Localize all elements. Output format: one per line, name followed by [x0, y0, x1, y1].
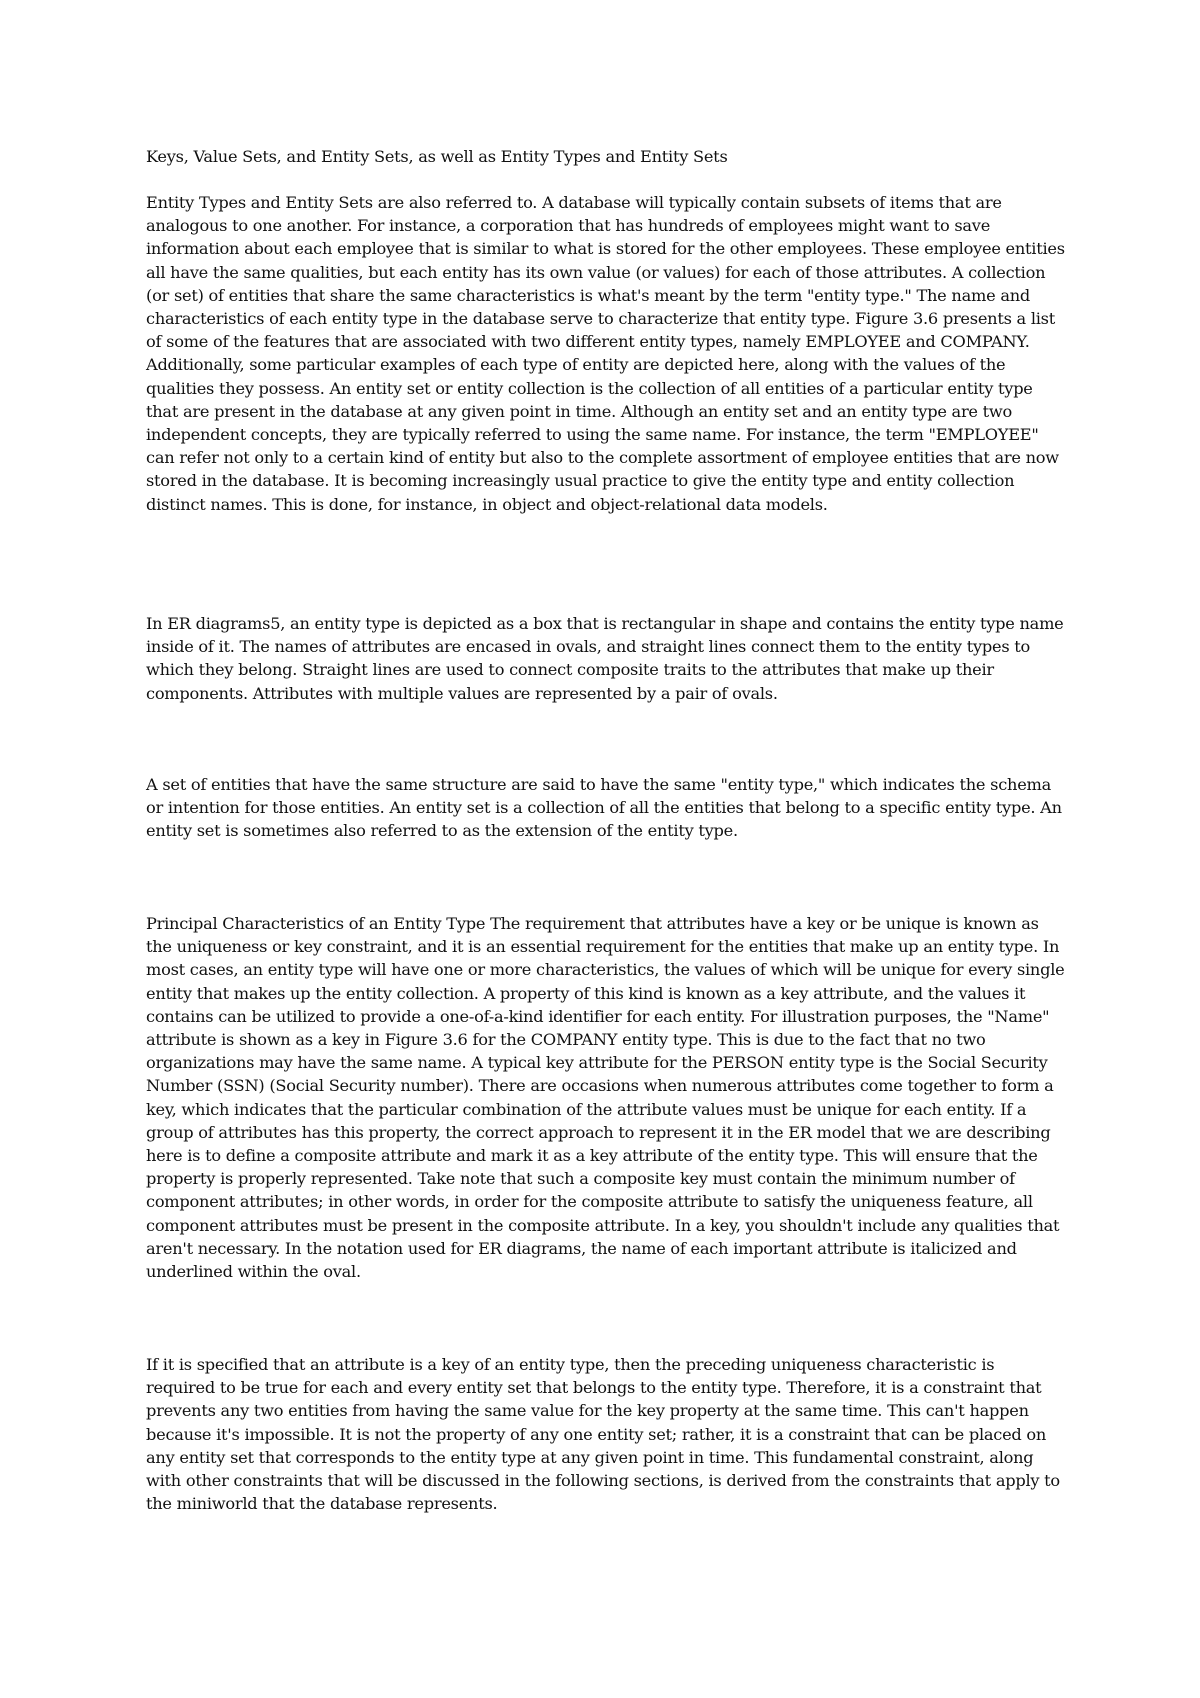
document-title: Keys, Value Sets, and Entity Sets, as well as Entity Types and Entity Sets [146, 147, 728, 166]
paragraph-key-constraint: If it is specified that an attribute is a key of an entity type, then the preceding uniqueness characteristic is required to be true for each and every entity set that belongs to the entity type. Therefore, it is a constraint that prevents any two entities from having the same value for the key property at the same time. This can't happen because it's impossible. It is not the property of any one entity set; rather, it is a constraint that can be placed on any entity set that corresponds to the entity type at any given point in time. This fundamental constraint, along with other constraints that will be discussed in the following sections, is derived from the constraints that apply to the miniworld that the database represents. [146, 1355, 1060, 1514]
paragraph-entity-set-definition: A set of entities that have the same structure are said to have the same "entity type," which indicates the schema or intention for those entities. An entity set is a collection of all the entities that belong to a specific entity type. An entity set is sometimes also referred to as the extension of the entity type. [146, 775, 1062, 841]
paragraph-entity-types: Entity Types and Entity Sets are also referred to. A database will typically contain subsets of items that are analogous to one another. For instance, a corporation that has hundreds of employees might want to save information about each employee that is similar to what is stored for the other employees. These employee entities all have the same qualities, but each entity has its own value (or values) for each of those attributes. A collection (or set) of entities that share the same characteristics is what's meant by the term "entity type." The name and characteristics of each entity type in the database serve to characterize that entity type. Figure 3.6 presents a list of some of the features that are associated with two different entity types, namely EMPLOYEE and COMPANY. Additionally, some particular examples of each type of entity are depicted here, along with the values of the qualities they possess. An entity set or entity collection is the collection of all entities of a particular entity type that are present in the database at any given point in time. Although an entity set and an entity type are two independent concepts, they are typically referred to using the same name. For instance, the term "EMPLOYEE" can refer not only to a certain kind of entity but also to the complete assortment of employee entities that are now stored in the database. It is becoming increasingly usual practice to give the entity type and entity collection distinct names. This is done, for instance, in object and object-relational data models. [146, 193, 1065, 514]
paragraph-er-diagrams: In ER diagrams5, an entity type is depicted as a box that is rectangular in shape and contains the entity type name inside of it. The names of attributes are encased in ovals, and straight lines connect them to the entity types to which they belong. Straight lines are used to connect composite traits to the attributes that make up their components. Attributes with multiple values are represented by a pair of ovals. [146, 614, 1064, 703]
paragraph-key-attributes: Principal Characteristics of an Entity Type The requirement that attributes have a key or be unique is known as the uniqueness or key constraint, and it is an essential requirement for the entities that make up an entity type. In most cases, an entity type will have one or more characteristics, the values of which will be unique for every single entity that makes up the entity collection. A property of this kind is known as a key attribute, and the values it contains can be utilized to provide a one-of-a-kind identifier for each entity. For illustration purposes, the "Name" attribute is shown as a key in Figure 3.6 for the COMPANY entity type. This is due to the fact that no two organizations may have the same name. A typical key attribute for the PERSON entity type is the Social Security Number (SSN) (Social Security number). There are occasions when numerous attributes come together to form a key, which indicates that the particular combination of the attribute values must be unique for each entity. If a group of attributes has this property, the correct approach to represent it in the ER model that we are describing here is to define a composite attribute and mark it as a key attribute of the entity type. This will ensure that the property is properly represented. Take note that such a composite key must contain the minimum number of component attributes; in other words, in order for the composite attribute to satisfy the uniqueness feature, all component attributes must be present in the composite attribute. In a key, you shouldn't include any qualities that aren't necessary. In the notation used for ER diagrams, the name of each important attribute is italicized and underlined within the oval. [146, 914, 1065, 1282]
